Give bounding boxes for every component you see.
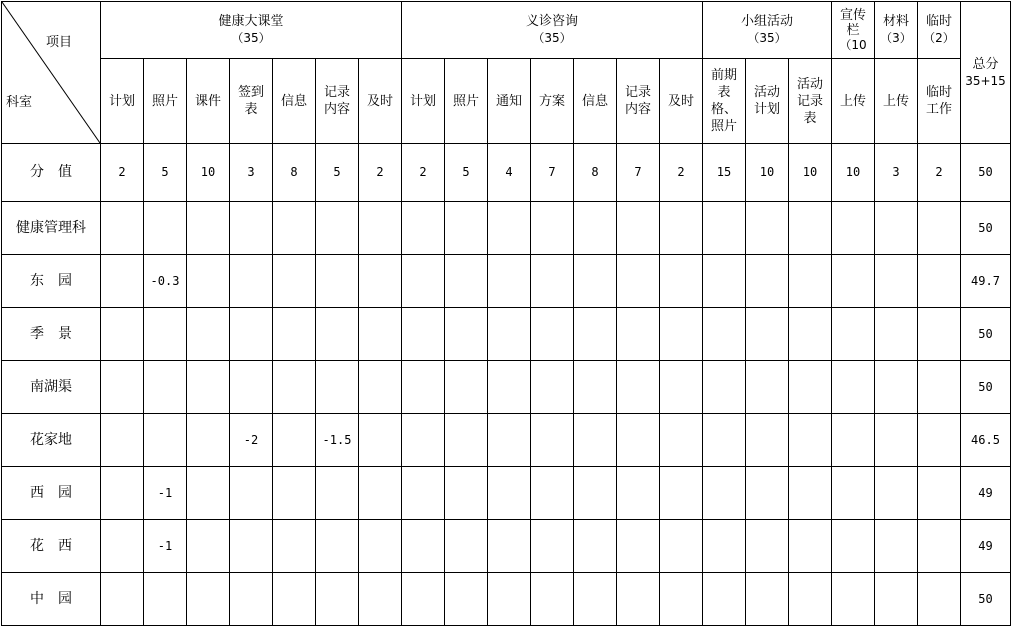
score-cell: 3 xyxy=(875,144,918,202)
data-cell xyxy=(359,361,402,414)
data-cell xyxy=(531,573,574,626)
subheader-cell: 及时 xyxy=(660,59,703,144)
total-cell: 49 xyxy=(961,520,1011,573)
data-cell xyxy=(273,573,316,626)
group-header-group-activity xyxy=(703,2,832,59)
data-cell xyxy=(574,202,617,255)
data-cell xyxy=(273,520,316,573)
total-cell: 50 xyxy=(961,573,1011,626)
row-label: 西 园 xyxy=(2,467,101,520)
subheader-cell xyxy=(789,59,832,144)
data-cell xyxy=(918,414,961,467)
data-cell xyxy=(531,361,574,414)
data-cell xyxy=(660,467,703,520)
score-cell: 8 xyxy=(273,144,316,202)
data-cell xyxy=(703,467,746,520)
group-header-bulletin xyxy=(832,2,875,59)
data-cell xyxy=(703,308,746,361)
score-cell: 10 xyxy=(789,144,832,202)
data-cell xyxy=(187,573,230,626)
data-cell xyxy=(660,202,703,255)
data-cell xyxy=(273,467,316,520)
score-cell: 10 xyxy=(832,144,875,202)
subheader-text: 活动计划 xyxy=(753,85,780,117)
total-header xyxy=(961,2,1011,144)
score-cell: 4 xyxy=(488,144,531,202)
row-label: 花 西 xyxy=(2,520,101,573)
data-cell xyxy=(531,308,574,361)
data-cell xyxy=(832,414,875,467)
table-row xyxy=(2,520,1011,573)
corner-header-cell xyxy=(2,2,101,144)
total-cell: 49 xyxy=(961,467,1011,520)
data-cell xyxy=(617,202,660,255)
data-cell xyxy=(316,308,359,361)
score-cell: 5 xyxy=(144,144,187,202)
data-cell xyxy=(144,573,187,626)
data-cell xyxy=(187,361,230,414)
table-row xyxy=(2,202,1011,255)
data-cell xyxy=(230,361,273,414)
table-row xyxy=(2,308,1011,361)
data-cell xyxy=(574,414,617,467)
data-cell xyxy=(273,255,316,308)
data-cell: -1.5 xyxy=(316,414,359,467)
score-cell: 5 xyxy=(316,144,359,202)
data-cell xyxy=(617,361,660,414)
group-points: （2） xyxy=(923,31,955,45)
data-cell xyxy=(187,414,230,467)
data-cell xyxy=(875,520,918,573)
table-row xyxy=(2,467,1011,520)
data-cell xyxy=(746,467,789,520)
subheader-cell xyxy=(230,59,273,144)
data-cell xyxy=(316,361,359,414)
score-cell: 2 xyxy=(402,144,445,202)
corner-item-label: 项目 xyxy=(45,35,72,50)
subheader-cell: 计划 xyxy=(101,59,144,144)
data-cell xyxy=(316,202,359,255)
score-cell: 7 xyxy=(617,144,660,202)
data-cell xyxy=(832,520,875,573)
data-cell xyxy=(617,255,660,308)
data-cell xyxy=(789,202,832,255)
data-cell xyxy=(746,255,789,308)
data-cell xyxy=(574,520,617,573)
data-cell xyxy=(703,255,746,308)
subheader-text: 签到表 xyxy=(237,85,264,117)
data-cell xyxy=(359,202,402,255)
data-cell xyxy=(101,414,144,467)
group-points: （10 xyxy=(839,38,867,52)
data-cell xyxy=(918,308,961,361)
subheader-cell xyxy=(918,59,961,144)
data-cell xyxy=(531,520,574,573)
subheader-cell xyxy=(746,59,789,144)
data-cell: -1 xyxy=(144,467,187,520)
total-cell: 46.5 xyxy=(961,414,1011,467)
data-cell xyxy=(187,467,230,520)
data-cell xyxy=(789,255,832,308)
data-cell xyxy=(101,467,144,520)
data-cell xyxy=(488,520,531,573)
score-table xyxy=(1,1,1011,626)
data-cell xyxy=(402,308,445,361)
data-cell xyxy=(746,520,789,573)
group-points: （35） xyxy=(231,31,271,45)
row-label: 南湖渠 xyxy=(2,361,101,414)
data-cell xyxy=(746,308,789,361)
data-cell xyxy=(316,467,359,520)
data-cell xyxy=(101,308,144,361)
diagonal-divider xyxy=(2,2,100,143)
table-body xyxy=(2,144,1011,626)
data-cell xyxy=(144,414,187,467)
data-cell xyxy=(488,573,531,626)
data-cell xyxy=(832,467,875,520)
data-cell xyxy=(703,414,746,467)
table-row xyxy=(2,255,1011,308)
total-cell: 50 xyxy=(961,202,1011,255)
score-cell: 10 xyxy=(187,144,230,202)
data-cell xyxy=(101,573,144,626)
data-cell xyxy=(617,467,660,520)
group-title: 临时 xyxy=(925,14,952,29)
data-cell xyxy=(832,255,875,308)
group-header-materials xyxy=(875,2,918,59)
row-label: 季 景 xyxy=(2,308,101,361)
data-cell xyxy=(273,202,316,255)
data-cell xyxy=(101,520,144,573)
data-cell xyxy=(445,308,488,361)
score-cell: 2 xyxy=(101,144,144,202)
data-cell xyxy=(875,255,918,308)
data-cell xyxy=(445,255,488,308)
data-cell xyxy=(789,414,832,467)
data-cell xyxy=(789,308,832,361)
data-cell xyxy=(187,202,230,255)
data-cell xyxy=(875,414,918,467)
subheader-cell: 课件 xyxy=(187,59,230,144)
data-cell xyxy=(488,467,531,520)
data-cell xyxy=(617,414,660,467)
data-cell xyxy=(918,361,961,414)
subheader-text: 前期表格、照片 xyxy=(710,68,737,134)
data-cell xyxy=(832,202,875,255)
group-title: 宣传栏 xyxy=(839,8,866,38)
data-cell xyxy=(531,467,574,520)
data-cell xyxy=(789,361,832,414)
subheader-cell: 信息 xyxy=(574,59,617,144)
data-cell xyxy=(101,255,144,308)
data-cell xyxy=(703,573,746,626)
subheader-cell: 信息 xyxy=(273,59,316,144)
score-cell: 7 xyxy=(531,144,574,202)
data-cell xyxy=(359,520,402,573)
data-cell xyxy=(359,308,402,361)
data-cell xyxy=(230,573,273,626)
data-cell xyxy=(531,414,574,467)
data-cell xyxy=(617,573,660,626)
data-cell: -0.3 xyxy=(144,255,187,308)
data-cell xyxy=(574,361,617,414)
subheader-text: 临时工作 xyxy=(925,85,952,117)
data-cell xyxy=(445,467,488,520)
data-cell xyxy=(531,255,574,308)
data-cell xyxy=(832,573,875,626)
total-cell: 50 xyxy=(961,361,1011,414)
data-cell xyxy=(230,520,273,573)
data-cell xyxy=(230,308,273,361)
data-cell xyxy=(402,573,445,626)
data-cell xyxy=(445,202,488,255)
score-cell: 5 xyxy=(445,144,488,202)
data-cell xyxy=(574,467,617,520)
group-points: （35） xyxy=(747,31,787,45)
row-label: 花家地 xyxy=(2,414,101,467)
data-cell xyxy=(273,308,316,361)
data-cell xyxy=(488,361,531,414)
data-cell xyxy=(230,202,273,255)
data-cell xyxy=(187,308,230,361)
data-cell xyxy=(746,361,789,414)
group-header-temporary xyxy=(918,2,961,59)
data-cell xyxy=(832,361,875,414)
subheader-text: 记录内容 xyxy=(323,85,350,117)
data-cell xyxy=(402,414,445,467)
subheader-cell: 照片 xyxy=(144,59,187,144)
data-cell xyxy=(359,467,402,520)
data-cell xyxy=(144,361,187,414)
subheader-cell xyxy=(703,59,746,144)
data-cell xyxy=(359,573,402,626)
data-cell xyxy=(273,361,316,414)
data-cell xyxy=(660,308,703,361)
score-cell: 8 xyxy=(574,144,617,202)
data-cell xyxy=(875,202,918,255)
table-row xyxy=(2,361,1011,414)
score-cell: 10 xyxy=(746,144,789,202)
data-cell xyxy=(875,361,918,414)
data-cell xyxy=(789,520,832,573)
data-cell xyxy=(230,255,273,308)
subheader-cell xyxy=(617,59,660,144)
data-cell xyxy=(918,467,961,520)
group-title: 材料 xyxy=(882,14,909,29)
corner-dept-label: 科室 xyxy=(6,95,33,110)
data-cell xyxy=(703,202,746,255)
data-cell xyxy=(488,255,531,308)
data-cell xyxy=(488,414,531,467)
data-cell xyxy=(402,520,445,573)
total-cell: 50 xyxy=(961,144,1011,202)
data-cell xyxy=(445,361,488,414)
subheader-cell: 计划 xyxy=(402,59,445,144)
data-cell xyxy=(445,520,488,573)
data-cell xyxy=(488,202,531,255)
data-cell xyxy=(574,308,617,361)
group-points: （3） xyxy=(880,31,912,45)
data-cell xyxy=(918,202,961,255)
score-cell: 2 xyxy=(359,144,402,202)
data-cell xyxy=(144,202,187,255)
row-label: 健康管理科 xyxy=(2,202,101,255)
data-cell xyxy=(918,255,961,308)
data-cell xyxy=(789,467,832,520)
score-cell: 3 xyxy=(230,144,273,202)
subheader-cell: 照片 xyxy=(445,59,488,144)
data-cell xyxy=(875,308,918,361)
subheader-cell: 通知 xyxy=(488,59,531,144)
subheader-cell: 方案 xyxy=(531,59,574,144)
data-cell xyxy=(746,414,789,467)
data-cell xyxy=(101,202,144,255)
data-cell: -1 xyxy=(144,520,187,573)
data-cell xyxy=(316,520,359,573)
data-cell xyxy=(488,308,531,361)
total-cell: 50 xyxy=(961,308,1011,361)
data-cell xyxy=(918,520,961,573)
data-cell xyxy=(617,520,660,573)
data-cell xyxy=(445,414,488,467)
data-cell xyxy=(531,202,574,255)
data-cell xyxy=(832,308,875,361)
score-cell: 15 xyxy=(703,144,746,202)
data-cell xyxy=(703,520,746,573)
row-label: 中 园 xyxy=(2,573,101,626)
subheader-text: 记录内容 xyxy=(624,85,651,117)
subheader-cell: 上传 xyxy=(832,59,875,144)
data-cell xyxy=(187,255,230,308)
data-cell xyxy=(617,308,660,361)
total-cell: 49.7 xyxy=(961,255,1011,308)
group-title: 健康大课堂 xyxy=(218,14,284,29)
score-cell: 2 xyxy=(660,144,703,202)
data-cell xyxy=(574,255,617,308)
subheader-cell: 上传 xyxy=(875,59,918,144)
group-points: （35） xyxy=(532,31,572,45)
data-cell xyxy=(187,520,230,573)
table-row xyxy=(2,414,1011,467)
data-cell xyxy=(230,467,273,520)
data-cell xyxy=(359,255,402,308)
group-header-clinic-consult xyxy=(402,2,703,59)
subheader-text: 活动记录表 xyxy=(796,76,823,126)
data-cell xyxy=(703,361,746,414)
score-row xyxy=(2,144,1011,202)
data-cell xyxy=(402,361,445,414)
data-cell: -2 xyxy=(230,414,273,467)
data-cell xyxy=(273,414,316,467)
data-cell xyxy=(875,573,918,626)
data-cell xyxy=(660,361,703,414)
data-cell xyxy=(316,255,359,308)
table-row xyxy=(2,573,1011,626)
row-label: 东 园 xyxy=(2,255,101,308)
group-header-health-class xyxy=(101,2,402,59)
group-title: 小组活动 xyxy=(740,14,793,29)
data-cell xyxy=(402,202,445,255)
data-cell xyxy=(660,255,703,308)
row-label: 分 值 xyxy=(2,144,101,202)
data-cell xyxy=(445,573,488,626)
data-cell xyxy=(402,467,445,520)
data-cell xyxy=(746,573,789,626)
data-cell xyxy=(660,573,703,626)
total-formula: 35+15 xyxy=(965,73,1006,88)
group-title: 义诊咨询 xyxy=(525,14,578,29)
data-cell xyxy=(789,573,832,626)
data-cell xyxy=(144,308,187,361)
data-cell xyxy=(660,520,703,573)
data-cell xyxy=(875,467,918,520)
data-cell xyxy=(660,414,703,467)
total-title: 总分 xyxy=(972,56,999,72)
subheader-cell xyxy=(316,59,359,144)
data-cell xyxy=(746,202,789,255)
data-cell xyxy=(101,361,144,414)
data-cell xyxy=(402,255,445,308)
data-cell xyxy=(359,414,402,467)
subheader-cell: 及时 xyxy=(359,59,402,144)
data-cell xyxy=(918,573,961,626)
data-cell xyxy=(574,573,617,626)
data-cell xyxy=(316,573,359,626)
score-cell: 2 xyxy=(918,144,961,202)
